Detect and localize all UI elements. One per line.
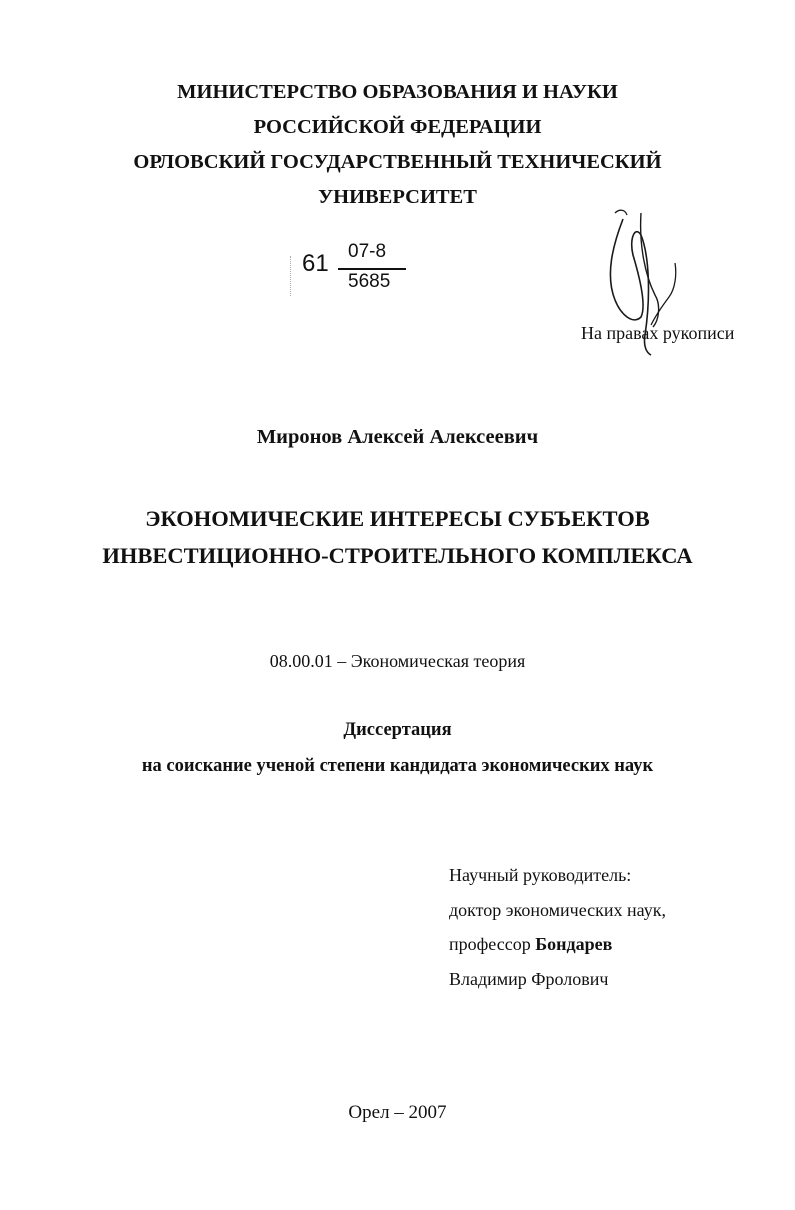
stamp-dots (290, 256, 293, 296)
supervisor-title-line (449, 927, 666, 962)
work-type: Диссертация (343, 720, 452, 740)
ministry-line-1: МИНИСТЕРСТВО ОБРАЗОВАНИЯ И НАУКИ (177, 81, 618, 103)
code-fraction-line (338, 268, 406, 270)
degree-statement: на соискание ученой степени кандидата экономических наук (141, 756, 654, 776)
city-year: Орел – 2007 (348, 1102, 447, 1123)
supervisor-title-prefix: профессор (449, 934, 531, 954)
dissertation-title (0, 500, 795, 574)
code-numerator: 07-8 (348, 241, 387, 262)
title-line-2: ИНВЕСТИЦИОННО-СТРОИТЕЛЬНОГО КОМПЛЕКСА (102, 543, 693, 568)
supervisor-label: Научный руководитель: (449, 865, 632, 885)
ministry-header (0, 75, 795, 215)
code-denominator: 5685 (348, 271, 391, 292)
code-number: 61 (302, 250, 329, 277)
supervisor-surname: Бондарев (535, 934, 613, 954)
supervisor-block (449, 858, 666, 996)
author-name: Миронов Алексей Алексеевич (256, 426, 539, 448)
supervisor-name: Владимир Фролович (449, 968, 609, 989)
title-line-1: ЭКОНОМИЧЕСКИЕ ИНТЕРЕСЫ СУБЪЕКТОВ (145, 506, 650, 531)
ministry-line-4: УНИВЕРСИТЕТ (318, 186, 477, 208)
specialty-code: 08.00.01 – Экономическая теория (269, 651, 526, 671)
manuscript-note: На правах рукописи (581, 323, 735, 343)
supervisor-rank: доктор экономических наук, (449, 899, 666, 920)
library-code-stamp (300, 240, 420, 300)
ministry-line-3: ОРЛОВСКИЙ ГОСУДАРСТВЕННЫЙ ТЕХНИЧЕСКИЙ (133, 151, 662, 173)
ministry-line-2: РОССИЙСКОЙ ФЕДЕРАЦИИ (253, 116, 542, 138)
